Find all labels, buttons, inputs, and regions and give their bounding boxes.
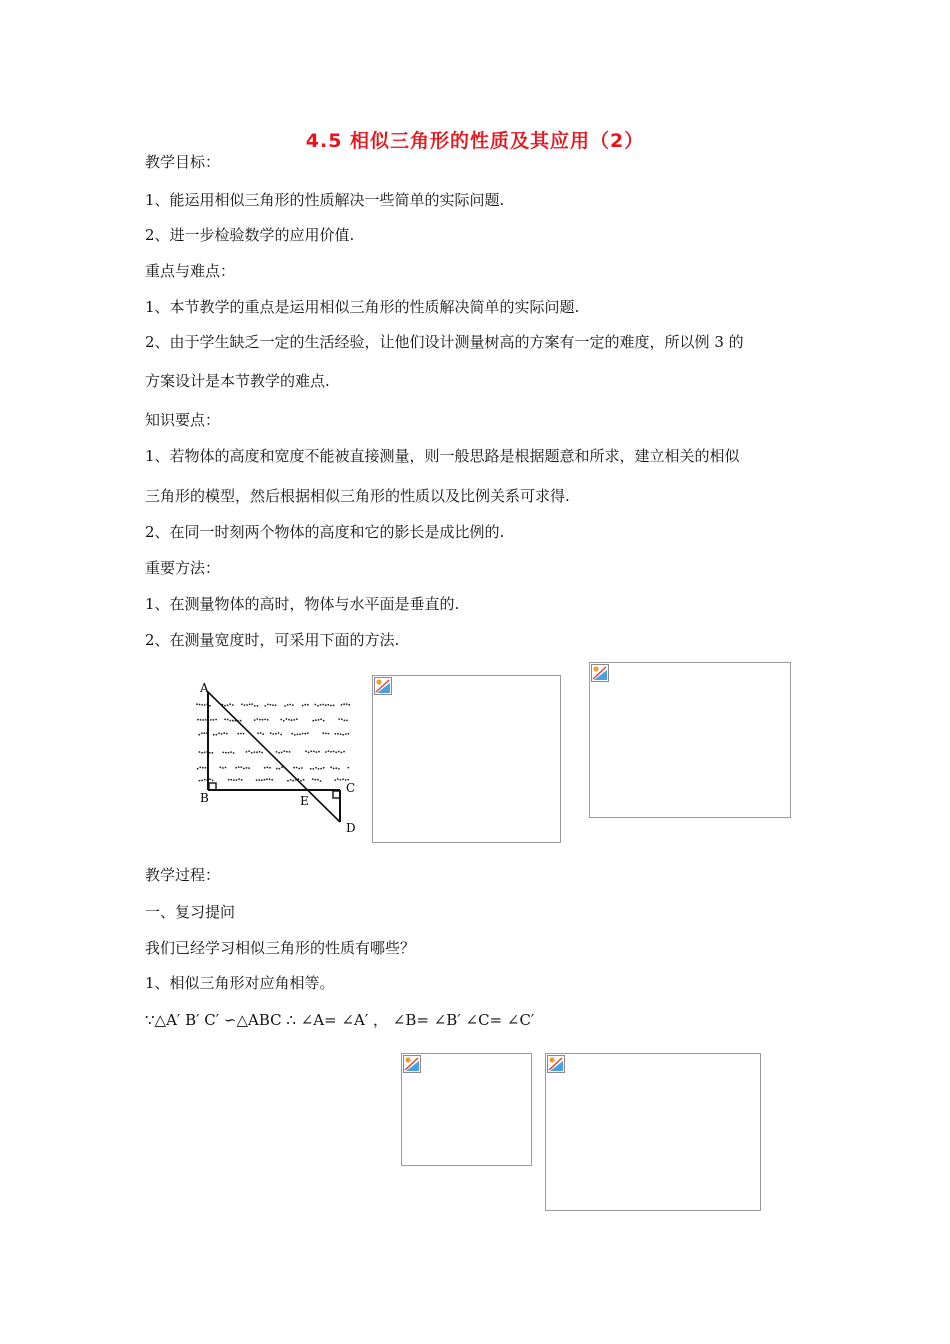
texture-dot bbox=[243, 768, 245, 770]
texture-dot bbox=[315, 719, 317, 721]
math-statement: ∵△A′ B′ C′ ∽△ABC ∴ ∠A= ∠A′ ， ∠B= ∠B′ ∠C= ∠C′ bbox=[145, 1011, 535, 1029]
texture-dot bbox=[300, 780, 302, 782]
section-heading-knowledge: 知识要点： bbox=[145, 411, 221, 429]
texture-dot bbox=[205, 719, 207, 721]
texture-dot bbox=[284, 705, 286, 707]
texture-dot bbox=[348, 704, 350, 706]
texture-dot bbox=[259, 719, 261, 721]
texture-dot bbox=[244, 704, 246, 706]
texture-dot bbox=[259, 751, 261, 753]
texture-dot bbox=[201, 780, 203, 782]
texture-dot bbox=[280, 734, 282, 736]
paragraph: 1、若物体的高度和宽度不能被直接测量，则一般思路是根据题意和所求，建立相关的相似 bbox=[145, 447, 740, 465]
texture-dot bbox=[269, 778, 271, 780]
texture-dot bbox=[313, 751, 315, 753]
texture-dot bbox=[260, 732, 262, 734]
texture-dot bbox=[328, 750, 330, 752]
image-placeholder bbox=[589, 662, 791, 818]
texture-dot bbox=[346, 720, 348, 722]
texture-dot bbox=[233, 752, 235, 754]
texture-dot bbox=[275, 704, 277, 706]
texture-dot bbox=[334, 733, 336, 735]
texture-dot bbox=[254, 719, 256, 721]
texture-dot bbox=[334, 779, 336, 781]
texture-dot bbox=[243, 733, 245, 735]
river-width-diagram bbox=[190, 672, 365, 837]
texture-dot bbox=[337, 778, 339, 780]
texture-dot bbox=[232, 704, 234, 706]
right-angle-b bbox=[209, 783, 216, 790]
texture-dot bbox=[256, 718, 258, 720]
texture-dot bbox=[288, 719, 290, 721]
texture-dot bbox=[254, 705, 256, 707]
section-heading-methods: 重要方法： bbox=[145, 559, 221, 577]
texture-dot bbox=[226, 733, 228, 735]
texture-dot bbox=[251, 752, 253, 754]
texture-dot bbox=[267, 704, 269, 706]
texture-dot bbox=[283, 720, 285, 722]
texture-dot bbox=[278, 732, 280, 734]
broken-image-icon bbox=[403, 1055, 421, 1073]
texture-dot bbox=[338, 751, 340, 753]
texture-dot bbox=[230, 779, 232, 781]
texture-dot bbox=[198, 734, 200, 736]
texture-dot bbox=[292, 780, 294, 782]
texture-dot bbox=[267, 719, 269, 721]
texture-dot bbox=[264, 767, 266, 769]
texture-dot bbox=[271, 779, 273, 781]
paragraph: 2、在同一时刻两个物体的高度和它的影长是成比例的. bbox=[145, 523, 505, 541]
texture-dot bbox=[299, 733, 301, 735]
texture-dot bbox=[248, 767, 250, 769]
texture-dot bbox=[240, 733, 242, 735]
texture-dot bbox=[223, 732, 225, 734]
texture-dot bbox=[287, 704, 289, 706]
texture-dot bbox=[292, 704, 294, 706]
texture-dot bbox=[262, 733, 264, 735]
texture-dot bbox=[283, 750, 285, 752]
texture-dot bbox=[197, 719, 199, 721]
texture-dot bbox=[204, 704, 206, 706]
texture-dot bbox=[227, 704, 229, 706]
texture-dot bbox=[344, 720, 346, 722]
texture-dot bbox=[327, 704, 329, 706]
texture-dot bbox=[219, 766, 221, 768]
section-heading-process: 教学过程： bbox=[145, 866, 221, 884]
right-angle-c bbox=[333, 791, 340, 798]
texture-dot bbox=[342, 734, 344, 736]
texture-dot bbox=[317, 779, 319, 781]
texture-dot bbox=[212, 780, 214, 782]
texture-dot bbox=[340, 733, 342, 735]
paragraph: 1、能运用相似三角形的性质解决一些简单的实际问题. bbox=[145, 191, 505, 209]
paragraph: 一、复习提问 bbox=[145, 903, 236, 921]
texture-dot bbox=[249, 704, 251, 706]
texture-dot bbox=[323, 720, 325, 722]
texture-dot bbox=[275, 733, 277, 735]
texture-dot bbox=[256, 779, 258, 781]
texture-dot bbox=[289, 704, 291, 706]
texture-dot bbox=[270, 732, 272, 734]
texture-dot bbox=[330, 766, 332, 768]
texture-dot bbox=[257, 705, 259, 707]
texture-dot bbox=[221, 733, 223, 735]
texture-dot bbox=[345, 733, 347, 735]
texture-dot bbox=[228, 752, 230, 754]
label-c: C bbox=[346, 781, 356, 795]
texture-dot bbox=[341, 704, 343, 706]
texture-dot bbox=[315, 767, 317, 769]
texture-dot bbox=[317, 705, 319, 707]
texture-dot bbox=[316, 751, 318, 753]
texture-dot bbox=[256, 751, 258, 753]
texture-dot bbox=[301, 767, 303, 769]
texture-dot bbox=[241, 703, 243, 705]
texture-dot bbox=[228, 779, 230, 781]
texture-dot bbox=[294, 734, 296, 736]
texture-dot bbox=[281, 752, 283, 754]
texture-dot bbox=[232, 720, 234, 722]
texture-dot bbox=[307, 732, 309, 734]
texture-dot bbox=[201, 732, 203, 734]
texture-dot bbox=[199, 704, 201, 706]
texture-dot bbox=[199, 780, 201, 782]
texture-dot bbox=[296, 718, 298, 720]
texture-dot bbox=[302, 705, 304, 707]
texture-dot bbox=[323, 767, 325, 769]
texture-dot bbox=[308, 752, 310, 754]
texture-dot bbox=[312, 778, 314, 780]
texture-dot bbox=[318, 719, 320, 721]
texture-dot bbox=[338, 768, 340, 770]
texture-dot bbox=[312, 768, 314, 770]
texture-dot bbox=[225, 752, 227, 754]
texture-dot bbox=[229, 720, 231, 722]
texture-dot bbox=[236, 779, 238, 781]
texture-dot bbox=[296, 767, 298, 769]
section-heading-key-points: 重点与难点： bbox=[145, 262, 236, 280]
texture-dot bbox=[320, 704, 322, 706]
texture-dot bbox=[222, 767, 224, 769]
texture-dot bbox=[216, 734, 218, 736]
paragraph: 方案设计是本节教学的难点. bbox=[145, 372, 330, 390]
texture-dot bbox=[199, 751, 201, 753]
texture-dot bbox=[222, 752, 224, 754]
broken-image-icon bbox=[591, 664, 609, 682]
texture-dot bbox=[286, 718, 288, 720]
texture-dot bbox=[289, 751, 291, 753]
texture-dot bbox=[335, 767, 337, 769]
label-e: E bbox=[300, 794, 309, 808]
texture-dot bbox=[257, 732, 259, 734]
texture-dot bbox=[272, 704, 274, 706]
texture-dot bbox=[237, 733, 239, 735]
texture-dot bbox=[293, 719, 295, 721]
texture-dot bbox=[325, 751, 327, 753]
texture-dot bbox=[330, 705, 332, 707]
texture-dot bbox=[246, 704, 248, 706]
texture-dot bbox=[196, 703, 198, 705]
texture-dot bbox=[253, 751, 255, 753]
texture-dot bbox=[248, 750, 250, 752]
texture-dot bbox=[229, 703, 231, 705]
paragraph: 三角形的模型，然后根据相似三角形的性质以及比例关系可求得. bbox=[145, 487, 570, 505]
texture-dot bbox=[209, 778, 211, 780]
texture-dot bbox=[209, 752, 211, 754]
texture-dot bbox=[261, 779, 263, 781]
texture-dot bbox=[343, 751, 345, 753]
texture-dot bbox=[261, 752, 263, 754]
texture-dot bbox=[238, 778, 240, 780]
paragraph: 1、本节教学的重点是运用相似三角形的性质解决简单的实际问题. bbox=[145, 298, 580, 316]
texture-dot bbox=[225, 767, 227, 769]
texture-dot bbox=[305, 750, 307, 752]
texture-dot bbox=[335, 751, 337, 753]
texture-dot bbox=[318, 768, 320, 770]
texture-dot bbox=[310, 768, 312, 770]
paragraph: 1、在测量物体的高时，物体与水平面是垂直的. bbox=[145, 595, 460, 613]
texture-dot bbox=[213, 734, 215, 736]
texture-dot bbox=[303, 779, 305, 781]
texture-dot bbox=[279, 768, 281, 770]
texture-dot bbox=[338, 718, 340, 720]
texture-dot bbox=[264, 779, 266, 781]
texture-dot bbox=[266, 767, 268, 769]
texture-dot bbox=[240, 766, 242, 768]
texture-dot bbox=[314, 779, 316, 781]
texture-dot bbox=[238, 766, 240, 768]
texture-dot bbox=[270, 704, 272, 706]
texture-dot bbox=[224, 718, 226, 720]
texture-dot bbox=[278, 752, 280, 754]
texture-dot bbox=[235, 767, 237, 769]
image-placeholder bbox=[545, 1053, 761, 1211]
texture-dot bbox=[276, 751, 278, 753]
texture-dot bbox=[290, 779, 292, 781]
texture-dot bbox=[304, 733, 306, 735]
label-a: A bbox=[200, 681, 209, 695]
texture-dot bbox=[201, 752, 203, 754]
texture-dot bbox=[209, 705, 211, 707]
texture-dot bbox=[337, 733, 339, 735]
texture-dot bbox=[246, 767, 248, 769]
texture-dot bbox=[320, 718, 322, 720]
texture-dot bbox=[314, 704, 316, 706]
texture-dot bbox=[197, 768, 199, 770]
texture-dot bbox=[318, 751, 320, 753]
texture-dot bbox=[205, 767, 207, 769]
texture-dot bbox=[233, 779, 235, 781]
texture-dot bbox=[241, 779, 243, 781]
texture-dot bbox=[346, 703, 348, 705]
texture-dot bbox=[287, 780, 289, 782]
texture-dot bbox=[325, 733, 327, 735]
texture-dot bbox=[347, 733, 349, 735]
texture-dot bbox=[258, 779, 260, 781]
texture-dot bbox=[342, 778, 344, 780]
texture-dot bbox=[212, 752, 214, 754]
paragraph: 2、在测量宽度时，可采用下面的方法. bbox=[145, 631, 400, 649]
segment-ad bbox=[208, 692, 340, 822]
document-title: 4.5 相似三角形的性质及其应用（2） bbox=[305, 130, 645, 152]
texture-dot bbox=[201, 704, 203, 706]
texture-dot bbox=[330, 751, 332, 753]
texture-dot bbox=[340, 779, 342, 781]
texture-dot bbox=[218, 732, 220, 734]
texture-dot bbox=[199, 767, 201, 769]
texture-dot bbox=[266, 778, 268, 780]
river-texture bbox=[196, 703, 350, 782]
texture-dot bbox=[302, 733, 304, 735]
label-b: B bbox=[200, 791, 209, 805]
texture-dot bbox=[320, 768, 322, 770]
texture-dot bbox=[204, 732, 206, 734]
texture-dot bbox=[325, 704, 327, 706]
texture-dot bbox=[333, 751, 335, 753]
texture-dot bbox=[291, 719, 293, 721]
texture-dot bbox=[298, 768, 300, 770]
texture-dot bbox=[269, 767, 271, 769]
texture-dot bbox=[246, 751, 248, 753]
texture-dot bbox=[293, 767, 295, 769]
paragraph: 1、相似三角形对应角相等。 bbox=[145, 974, 335, 992]
texture-dot bbox=[333, 704, 335, 706]
texture-dot bbox=[240, 720, 242, 722]
texture-dot bbox=[280, 719, 282, 721]
broken-image-icon bbox=[547, 1055, 565, 1073]
texture-dot bbox=[297, 734, 299, 736]
image-placeholder bbox=[372, 675, 561, 843]
texture-dot bbox=[333, 768, 335, 770]
label-d: D bbox=[346, 821, 356, 835]
paragraph: 我们已经学习相似三角形的性质有哪些？ bbox=[145, 939, 416, 957]
texture-dot bbox=[291, 733, 293, 735]
texture-dot bbox=[210, 719, 212, 721]
texture-dot bbox=[312, 720, 314, 722]
texture-dot bbox=[347, 767, 349, 769]
texture-dot bbox=[341, 718, 343, 720]
texture-dot bbox=[204, 779, 206, 781]
broken-image-icon bbox=[374, 677, 392, 695]
texture-dot bbox=[227, 719, 229, 721]
texture-dot bbox=[204, 752, 206, 754]
texture-dot bbox=[322, 732, 324, 734]
texture-dot bbox=[262, 719, 264, 721]
texture-dot bbox=[286, 751, 288, 753]
texture-dot bbox=[264, 705, 266, 707]
texture-dot bbox=[276, 768, 278, 770]
texture-dot bbox=[251, 703, 253, 705]
texture-dot bbox=[202, 767, 204, 769]
texture-dot bbox=[322, 704, 324, 706]
texture-dot bbox=[215, 719, 217, 721]
image-placeholder bbox=[401, 1053, 532, 1166]
texture-dot bbox=[272, 733, 274, 735]
texture-dot bbox=[224, 705, 226, 707]
texture-dot bbox=[213, 719, 215, 721]
texture-dot bbox=[304, 704, 306, 706]
paragraph: 2、由于学生缺乏一定的生活经验，让他们设计测量树高的方案有一定的难度，所以例 3 的 bbox=[145, 333, 744, 351]
texture-dot bbox=[202, 719, 204, 721]
texture-dot bbox=[320, 780, 322, 782]
texture-dot bbox=[307, 704, 309, 706]
texture-dot bbox=[341, 752, 343, 754]
texture-dot bbox=[328, 733, 330, 735]
section-heading-goals: 教学目标： bbox=[145, 153, 221, 171]
texture-dot bbox=[264, 719, 266, 721]
texture-dot bbox=[200, 719, 202, 721]
texture-dot bbox=[230, 751, 232, 753]
texture-dot bbox=[343, 703, 345, 705]
texture-dot bbox=[310, 750, 312, 752]
paragraph: 2、进一步检验数学的应用价值. bbox=[145, 226, 355, 244]
